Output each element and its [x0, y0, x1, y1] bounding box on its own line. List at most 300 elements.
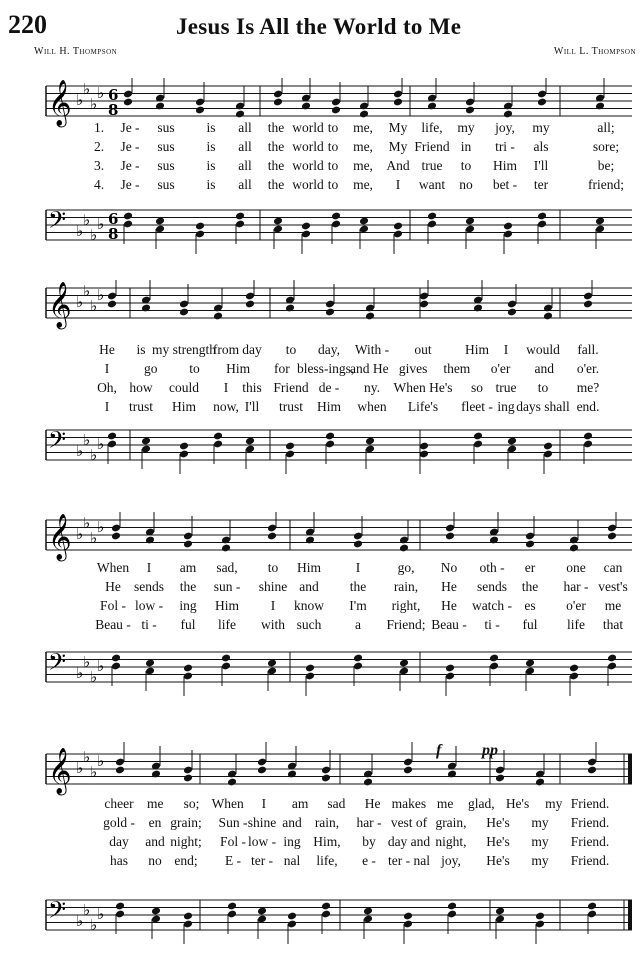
lyric-syllable: to — [327, 139, 339, 154]
lyric-syllable: Him, — [313, 834, 341, 849]
lyric-syllable: to — [537, 380, 549, 395]
svg-text:♭: ♭ — [97, 905, 105, 923]
lyric-syllable: Him — [464, 342, 490, 357]
svg-text:♭: ♭ — [76, 912, 84, 930]
note-head — [183, 664, 193, 673]
lyric-syllable: the — [267, 139, 285, 154]
lyric-syllable: sore; — [592, 139, 620, 154]
lyric-syllable: is — [206, 177, 216, 192]
lyric-syllable: to — [327, 158, 339, 173]
svg-text:♭: ♭ — [97, 215, 105, 233]
lyric-syllable: I — [355, 560, 361, 575]
lyric-syllable: ti - — [484, 617, 500, 632]
lyric-syllable: so — [470, 380, 484, 395]
lyric-syllable: He's — [486, 853, 510, 868]
lyric-syllable: and He — [350, 361, 389, 376]
lyric-syllable: end; — [174, 853, 198, 868]
verse-2-line — [0, 579, 640, 597]
lyric-syllable: by — [362, 834, 376, 849]
lyric-syllable: no — [459, 177, 473, 192]
lyric-syllable: er — [524, 560, 536, 575]
lyric-syllable: world — [292, 158, 324, 173]
lyric-syllable: them — [443, 361, 471, 376]
lyricist-credit: Will H. Thompson — [34, 46, 118, 57]
lyric-syllable: I — [503, 342, 509, 357]
verse-1-line — [0, 120, 640, 138]
bass-staff-1 — [0, 202, 640, 262]
lyric-syllable: Friend. — [570, 853, 610, 868]
verse-2-line — [0, 139, 640, 157]
lyric-syllable: Him — [296, 560, 322, 575]
lyric-syllable: Beau - — [95, 617, 131, 632]
music-system-2 — [0, 262, 640, 472]
lyric-syllable: this — [242, 380, 262, 395]
lyric-syllable: my — [531, 853, 549, 868]
lyric-syllable: and — [534, 361, 555, 376]
verse-4-line — [0, 617, 640, 635]
lyric-syllable: all — [238, 139, 252, 154]
verse-2-line — [0, 361, 640, 379]
lyric-syllable: sus — [157, 158, 175, 173]
svg-text:6: 6 — [108, 210, 119, 228]
lyric-syllable: know — [294, 598, 324, 613]
lyric-syllable: He — [441, 598, 457, 613]
lyric-syllable: ter - nal — [388, 853, 430, 868]
svg-text:♭: ♭ — [76, 525, 84, 543]
lyric-syllable: day — [242, 342, 262, 357]
lyric-syllable: bless-ings, — [296, 361, 355, 376]
lyric-syllable: all — [238, 120, 252, 135]
lyric-syllable: me — [604, 598, 622, 613]
lyric-syllable: watch - — [471, 598, 513, 613]
lyric-syllable: all — [238, 177, 252, 192]
treble-staff-2 — [0, 280, 640, 340]
note-head — [587, 902, 597, 911]
lyric-syllable: Him — [492, 158, 518, 173]
lyric-syllable: Fol - — [100, 598, 126, 613]
verse-1-line — [0, 342, 640, 360]
lyric-syllable: me, — [353, 139, 373, 154]
lyric-syllable: in — [460, 139, 472, 154]
lyric-syllable: now, — [213, 399, 239, 414]
note-head — [321, 902, 331, 911]
svg-text:𝄢: 𝄢 — [48, 896, 67, 929]
lyric-syllable: Friend — [273, 380, 309, 395]
lyric-syllable: ter - — [250, 853, 274, 868]
lyric-syllable: friend; — [588, 177, 624, 192]
svg-text:♭: ♭ — [83, 282, 91, 300]
lyric-syllable: how — [129, 380, 153, 395]
lyric-syllable: Sun - — [218, 815, 248, 830]
lyric-syllable: I — [146, 560, 152, 575]
lyric-syllable: He's — [486, 815, 510, 830]
lyric-syllable: de - — [318, 380, 340, 395]
lyric-syllable: my — [531, 834, 549, 849]
note-head — [285, 442, 295, 451]
note-head — [179, 442, 189, 451]
lyric-syllable: and — [282, 815, 302, 830]
lyric-syllable: oth - — [479, 560, 505, 575]
lyric-syllable: me? — [576, 380, 600, 395]
lyric-syllable: I'll — [244, 399, 260, 414]
verse-number: 1. — [94, 120, 105, 135]
note-head — [583, 432, 593, 441]
lyric-syllable: And — [386, 158, 410, 173]
lyric-syllable: Friend. — [570, 815, 610, 830]
svg-text:𝄞: 𝄞 — [48, 282, 72, 328]
lyric-syllable: is — [136, 342, 146, 357]
lyric-syllable: the — [267, 120, 285, 135]
pianissimo-marking: pp — [482, 742, 498, 759]
lyric-syllable: He — [441, 579, 457, 594]
lyric-syllable: Fol - — [220, 834, 246, 849]
note-head — [473, 432, 483, 441]
svg-text:♭: ♭ — [97, 657, 105, 675]
lyric-syllable: world — [292, 177, 324, 192]
lyric-syllable: Him — [226, 361, 251, 376]
lyric-syllable: shine — [247, 815, 277, 830]
lyric-syllable: one — [566, 560, 586, 575]
lyric-syllable: fleet - — [461, 399, 493, 414]
note-head — [427, 212, 437, 221]
lyric-syllable: ter — [533, 177, 549, 192]
lyric-syllable: to — [327, 120, 339, 135]
note-head — [183, 912, 193, 921]
lyric-syllable: to — [267, 560, 279, 575]
lyric-syllable: Je - — [120, 158, 140, 173]
lyric-syllable: life, — [316, 853, 338, 868]
lyric-syllable: when — [357, 399, 387, 414]
lyric-syllable: am — [179, 560, 197, 575]
note-head — [111, 654, 121, 663]
lyric-syllable: He — [99, 342, 115, 357]
svg-text:♭: ♭ — [90, 763, 98, 781]
lyric-syllable: my — [457, 120, 475, 135]
svg-text:♭: ♭ — [90, 226, 98, 244]
lyric-syllable: ful — [180, 617, 196, 632]
lyric-syllable: sus — [157, 120, 175, 135]
note-head — [107, 432, 117, 441]
lyric-syllable: o'er — [490, 361, 511, 376]
note-head — [123, 212, 133, 221]
lyric-syllable: trust — [128, 399, 154, 414]
svg-text:8: 8 — [108, 101, 119, 119]
lyric-syllable: E - — [224, 853, 242, 868]
lyric-syllable: joy, — [495, 120, 515, 135]
lyric-syllable: trust — [278, 399, 304, 414]
lyric-syllable: so; — [183, 796, 200, 811]
lyric-syllable: sad, — [216, 560, 238, 575]
lyric-syllable: No — [440, 560, 458, 575]
lyric-syllable: want — [418, 177, 446, 192]
lyric-syllable: o'er — [566, 598, 586, 613]
note-head — [537, 212, 547, 221]
lyric-syllable: night, — [435, 834, 467, 849]
lyric-syllable: to — [460, 158, 472, 173]
verse-number: 4. — [94, 177, 105, 192]
verse-number: 2. — [94, 139, 105, 154]
lyric-syllable: Him — [171, 399, 197, 414]
lyric-syllable: joy, — [441, 853, 461, 868]
svg-text:♭: ♭ — [97, 84, 105, 102]
svg-text:𝄞: 𝄞 — [48, 514, 72, 560]
svg-text:♭: ♭ — [97, 518, 105, 536]
lyric-syllable: Friend. — [570, 796, 610, 811]
lyric-syllable: and — [145, 834, 165, 849]
lyric-syllable: Je - — [120, 120, 140, 135]
svg-text:♭: ♭ — [90, 95, 98, 113]
lyric-syllable: go — [143, 361, 158, 376]
lyric-syllable: could — [169, 380, 199, 395]
lyric-syllable: the — [179, 579, 197, 594]
lyric-syllable: go, — [397, 560, 415, 575]
music-system-4 — [0, 720, 640, 965]
lyric-syllable: He — [364, 796, 381, 811]
note-head — [569, 664, 579, 673]
lyric-syllable: sus — [157, 139, 175, 154]
lyric-syllable: fall. — [577, 342, 599, 357]
note-head — [489, 654, 499, 663]
lyric-syllable: all; — [597, 120, 615, 135]
lyric-syllable: ful — [522, 617, 538, 632]
lyric-syllable: glad, — [467, 796, 495, 811]
note-head — [535, 912, 545, 921]
lyric-syllable: life, — [421, 120, 443, 135]
verse-3-line — [0, 834, 640, 852]
lyric-syllable: my — [532, 120, 550, 135]
lyric-syllable: true — [421, 158, 443, 173]
music-system-1 — [0, 62, 640, 247]
lyric-syllable: me, — [353, 120, 373, 135]
lyric-syllable: cheer — [104, 796, 134, 811]
lyric-syllable: no — [148, 853, 162, 868]
lyric-syllable: for — [274, 361, 290, 376]
lyric-syllable: from — [212, 342, 240, 357]
lyric-syllable: sends — [134, 579, 164, 594]
note-head — [287, 912, 297, 921]
lyric-syllable: Oh, — [97, 380, 117, 395]
bass-staff-3 — [0, 644, 640, 704]
bass-staff-2 — [0, 422, 640, 482]
lyric-syllable: world — [292, 120, 324, 135]
svg-text:𝄢: 𝄢 — [48, 206, 67, 239]
lyric-syllable: world — [292, 139, 324, 154]
verse-1-line — [0, 560, 640, 578]
note-head — [213, 432, 223, 441]
svg-text:𝄢: 𝄢 — [48, 648, 67, 681]
verse-1-line — [0, 796, 640, 814]
note-head — [447, 902, 457, 911]
svg-text:♭: ♭ — [83, 80, 91, 98]
lyric-syllable: tri - — [495, 139, 515, 154]
svg-text:♭: ♭ — [76, 293, 84, 311]
svg-text:♭: ♭ — [90, 916, 98, 934]
lyric-syllable: life — [218, 617, 236, 632]
lyric-syllable: My — [388, 120, 408, 135]
lyric-syllable: I — [270, 598, 276, 613]
note-head — [543, 442, 553, 451]
lyric-syllable: am — [291, 796, 309, 811]
svg-text:♭: ♭ — [83, 901, 91, 919]
lyric-syllable: When — [211, 796, 244, 811]
lyric-syllable: Friend; — [386, 617, 426, 632]
lyric-syllable: har - — [356, 815, 382, 830]
lyric-syllable: vest of — [390, 815, 428, 830]
lyric-syllable: vest's — [598, 579, 628, 594]
verse-4-line — [0, 399, 640, 417]
lyric-syllable: shine — [258, 579, 288, 594]
note-head — [445, 664, 455, 673]
note-head — [195, 222, 205, 231]
lyric-syllable: I'll — [533, 158, 549, 173]
svg-text:♭: ♭ — [76, 442, 84, 460]
note-head — [305, 664, 315, 673]
composer-credit: Will L. Thompson — [553, 46, 636, 57]
svg-text:♭: ♭ — [76, 759, 84, 777]
lyric-syllable: me — [436, 796, 454, 811]
verse-3-line — [0, 158, 640, 176]
lyric-syllable: When — [96, 560, 130, 575]
lyric-syllable: Beau - — [431, 617, 467, 632]
lyric-syllable: Je - — [120, 177, 140, 192]
svg-text:𝄞: 𝄞 — [48, 80, 72, 126]
note-head — [331, 212, 341, 221]
svg-text:♭: ♭ — [83, 431, 91, 449]
lyric-syllable: gives — [398, 361, 428, 376]
lyric-syllable: such — [296, 617, 322, 632]
note-head — [403, 912, 413, 921]
lyric-syllable: I — [223, 380, 229, 395]
lyric-syllable: rain, — [393, 579, 419, 594]
svg-text:♭: ♭ — [90, 668, 98, 686]
lyric-syllable: makes — [391, 796, 427, 811]
lyric-syllable: to — [285, 342, 297, 357]
svg-text:♭: ♭ — [83, 653, 91, 671]
lyric-syllable: nal — [283, 853, 301, 868]
lyric-syllable: is — [206, 139, 216, 154]
lyric-syllable: He's — [486, 834, 510, 849]
svg-text:♭: ♭ — [97, 435, 105, 453]
lyric-syllable: night; — [170, 834, 202, 849]
lyric-syllable: low - — [247, 834, 277, 849]
svg-text:6: 6 — [108, 86, 119, 104]
lyric-syllable: can — [603, 560, 623, 575]
lyric-syllable: ti - — [141, 617, 157, 632]
lyric-syllable: ing — [179, 598, 197, 613]
lyric-syllable: als — [533, 139, 549, 154]
svg-text:♭: ♭ — [83, 748, 91, 766]
note-head — [607, 654, 617, 663]
lyric-syllable: Je - — [120, 139, 140, 154]
lyric-syllable: life — [567, 617, 585, 632]
lyric-syllable: to — [327, 177, 339, 192]
lyric-syllable: the — [267, 158, 285, 173]
svg-text:♭: ♭ — [97, 286, 105, 304]
lyric-syllable: my strength — [151, 342, 217, 357]
lyric-syllable: be; — [597, 158, 615, 173]
svg-text:♭: ♭ — [90, 297, 98, 315]
svg-text:𝄞: 𝄞 — [48, 748, 72, 794]
lyric-syllable: the — [267, 177, 285, 192]
lyric-syllable: en — [148, 815, 162, 830]
lyric-syllable: a — [355, 617, 361, 632]
lyric-syllable: ing — [497, 399, 515, 414]
lyric-syllable: I — [261, 796, 267, 811]
lyric-syllable: sends — [477, 579, 507, 594]
lyric-syllable: my — [545, 796, 563, 811]
lyric-syllable: har - — [563, 579, 589, 594]
lyric-syllable: out — [414, 342, 432, 357]
bass-staff-4 — [0, 892, 640, 952]
lyric-syllable: the — [521, 579, 539, 594]
lyric-syllable: true — [495, 380, 517, 395]
svg-text:𝄢: 𝄢 — [48, 426, 67, 459]
lyric-syllable: Him — [214, 598, 240, 613]
hymn-number: 220 — [8, 10, 47, 39]
lyric-syllable: gold - — [103, 815, 135, 830]
lyric-syllable: Friend. — [570, 834, 610, 849]
lyric-syllable: all — [238, 158, 252, 173]
lyric-syllable: My — [388, 139, 408, 154]
lyric-syllable: ny. — [364, 380, 380, 395]
lyric-syllable: He's — [505, 796, 530, 811]
lyric-syllable: Him — [316, 399, 342, 414]
lyric-syllable: sun - — [213, 579, 241, 594]
lyric-syllable: I — [395, 177, 401, 192]
note-head — [235, 212, 245, 221]
verse-3-line — [0, 380, 640, 398]
lyric-syllable: Life's — [407, 399, 439, 414]
lyric-syllable: Friend — [414, 139, 450, 154]
verse-2-line — [0, 815, 640, 833]
lyric-syllable: to — [189, 361, 200, 376]
verse-4-line — [0, 177, 640, 195]
lyric-syllable: me, — [353, 158, 373, 173]
note-head — [353, 654, 363, 663]
svg-text:8: 8 — [108, 225, 119, 243]
svg-text:♭: ♭ — [83, 514, 91, 532]
lyric-syllable: right, — [391, 598, 421, 613]
lyric-syllable: me, — [353, 177, 373, 192]
lyric-syllable: and — [299, 579, 319, 594]
lyric-syllable: with — [260, 617, 286, 632]
lyric-syllable: grain, — [435, 815, 467, 830]
lyric-syllable: e - — [362, 853, 376, 868]
lyric-syllable: When He's — [393, 380, 453, 395]
lyric-syllable: would — [526, 342, 560, 357]
svg-text:♭: ♭ — [76, 222, 84, 240]
verse-4-line — [0, 853, 640, 871]
lyric-syllable: my — [531, 815, 549, 830]
note-head — [221, 654, 231, 663]
svg-text:♭: ♭ — [90, 446, 98, 464]
lyric-syllable: rain, — [314, 815, 340, 830]
forte-marking: f — [436, 742, 442, 759]
lyric-syllable: I — [104, 399, 110, 414]
lyric-syllable: me — [146, 796, 164, 811]
music-system-3 — [0, 498, 640, 698]
note-head — [227, 902, 237, 911]
svg-text:♭: ♭ — [90, 529, 98, 547]
note-head — [115, 902, 125, 911]
lyric-syllable: low - — [134, 598, 164, 613]
lyric-syllable: day and — [387, 834, 431, 849]
note-head — [503, 222, 513, 231]
verse-3-line — [0, 598, 640, 616]
lyric-syllable: is — [206, 158, 216, 173]
lyric-syllable: He — [105, 579, 121, 594]
hymn-title: Jesus Is All the World to Me — [176, 14, 462, 39]
